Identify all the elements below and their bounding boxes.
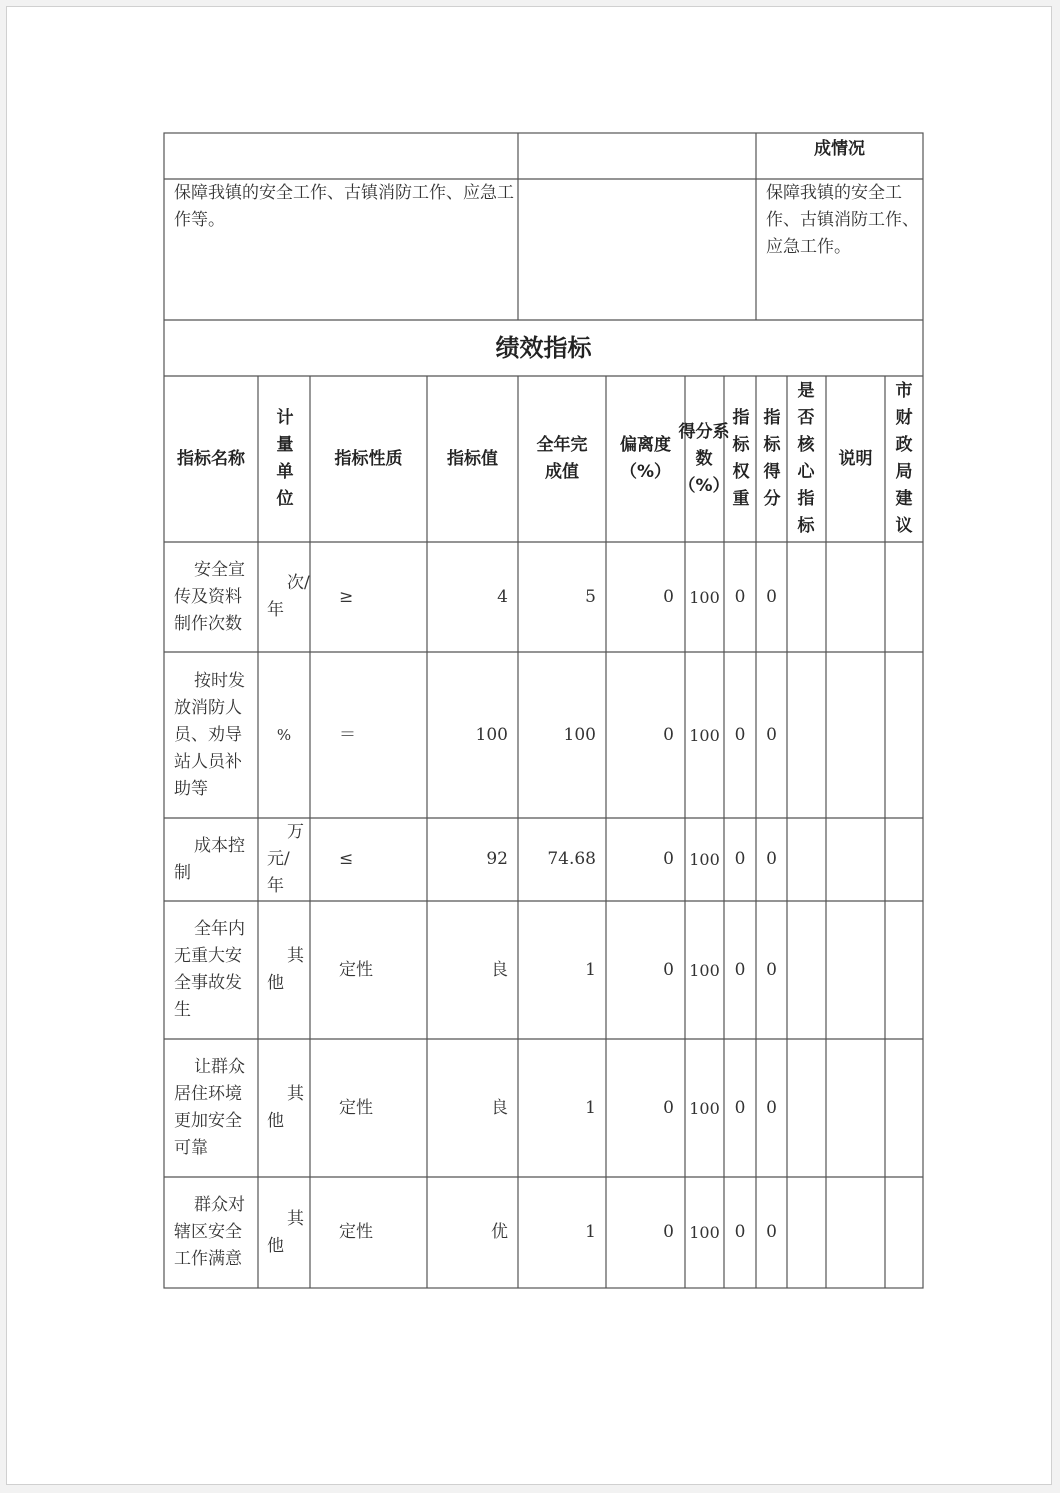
row-2-note [827,653,884,817]
row-1-coef: 100 [689,587,720,607]
row-2-target: 100 [475,724,508,745]
row-6-note [827,1178,884,1287]
row-4-unit-text: 其他 [267,946,304,993]
row-6-core [788,1178,825,1287]
row-6-name-text: 群众对辖区安全工作满意 [174,1195,245,1269]
row-3-target: 92 [486,849,508,869]
row-6-score: 0 [766,1222,777,1242]
row-1-actual: 5 [585,586,596,607]
top-row-col2-text [524,180,750,318]
row-3-weight: 0 [734,849,746,869]
col-header-coef: 得分系数（%） [678,421,730,496]
row-5-target: 良 [491,1097,508,1118]
col-header-core: 是否核心指标 [797,381,815,536]
row-3-advice [886,819,922,900]
row-4-deviation: 0 [663,959,674,980]
row-5-score: 0 [766,1097,777,1118]
row-2-core [788,653,825,817]
row-5-name-text: 让群众居住环境更加安全可靠 [174,1057,245,1158]
row-4-nature-text: 定性 [339,959,373,980]
col-header-actual: 全年完成值 [536,435,588,482]
row-5-note [827,1040,884,1176]
row-6-weight: 0 [734,1222,746,1242]
row-1-nature-text: ≥ [339,586,354,607]
row-5-nature [311,1040,426,1176]
row-4-actual: 1 [585,959,596,980]
row-4-nature [311,902,426,1038]
row-4-coef: 100 [689,960,720,980]
row-4-score: 0 [766,959,777,980]
row-1-target: 4 [497,586,508,607]
row-4-note [827,902,884,1038]
row-3-core [788,819,825,900]
row-6-name [165,1178,257,1287]
row-2-advice [886,653,922,817]
row-1-weight: 0 [734,586,746,607]
row-3-unit-text: 万元/年 [267,822,304,896]
row-5-name [165,1040,257,1176]
row-6-unit [259,1178,309,1287]
row-3-name [165,819,257,900]
row-2-weight: 0 [734,724,746,745]
top-row-col3-text: 保障我镇的安全工作、古镇消防工作、应急工作。 [766,183,919,257]
row-2-unit: % [276,725,292,744]
col-header-name: 指标名称 [177,448,245,469]
row-2-nature [311,653,426,817]
top-header-col3: 成情况 [814,138,865,159]
row-1-unit [259,543,309,651]
row-1-unit-text: 次/年 [267,573,310,620]
row-6-target: 优 [491,1222,508,1242]
row-2-name [165,653,257,817]
row-6-unit-text: 其他 [267,1208,304,1256]
row-4-advice [886,902,922,1038]
row-4-name [165,902,257,1038]
row-6-coef: 100 [689,1223,720,1242]
row-1-note [827,543,884,651]
row-3-deviation: 0 [663,849,674,869]
row-4-weight: 0 [734,959,746,980]
row-1-nature [311,543,426,651]
col-header-note: 说明 [838,448,873,469]
col-header-weight: 指标权重 [732,408,750,509]
col-header-unit: 计量单位 [276,408,294,509]
row-4-name-text: 全年内无重大安全事故发生 [174,919,245,1020]
row-6-deviation: 0 [663,1222,674,1242]
row-6-actual: 1 [585,1222,596,1242]
row-1-core [788,543,825,651]
row-3-note [827,819,884,900]
row-6-nature [311,1178,426,1287]
row-3-nature [311,819,426,900]
row-2-nature-text: ＝ [339,724,356,745]
row-1-name [165,543,257,651]
row-5-deviation: 0 [663,1097,674,1118]
row-4-core [788,902,825,1038]
section-title: 绩效指标 [495,333,592,362]
row-3-score: 0 [766,849,777,869]
row-3-unit [259,819,309,900]
row-3-coef: 100 [689,850,720,869]
row-1-score: 0 [766,586,777,607]
col-header-advice: 市财政局建议 [895,381,913,536]
row-2-score: 0 [766,724,777,745]
top-row-col1-text: 保障我镇的安全工作、古镇消防工作、应急工作等。 [174,183,514,230]
col-header-nature: 指标性质 [334,448,403,469]
row-5-actual: 1 [585,1097,596,1118]
row-4-target: 良 [491,959,508,980]
row-1-deviation: 0 [663,586,674,607]
row-6-nature-text: 定性 [339,1222,373,1242]
row-3-name-text: 成本控制 [174,835,245,883]
row-6-advice [886,1178,922,1287]
col-header-deviation: 偏离度（%） [619,435,672,482]
row-5-advice [886,1040,922,1176]
row-1-name-text: 安全宣传及资料制作次数 [174,559,245,634]
row-4-unit [259,902,309,1038]
row-5-unit-text: 其他 [267,1084,304,1131]
row-2-actual: 100 [563,724,596,745]
col-header-score: 指标得分 [763,408,781,509]
col-header-target: 指标值 [447,448,498,469]
row-5-weight: 0 [734,1097,746,1118]
row-1-advice [886,543,922,651]
row-5-coef: 100 [689,1098,720,1118]
row-2-name-text: 按时发放消防人员、劝导站人员补助等 [174,670,245,799]
row-3-nature-text: ≤ [339,849,354,869]
row-5-nature-text: 定性 [339,1097,373,1118]
row-2-deviation: 0 [663,724,674,745]
row-3-actual: 74.68 [547,849,596,869]
row-5-unit [259,1040,309,1176]
row-5-core [788,1040,825,1176]
row-2-coef: 100 [689,725,720,745]
